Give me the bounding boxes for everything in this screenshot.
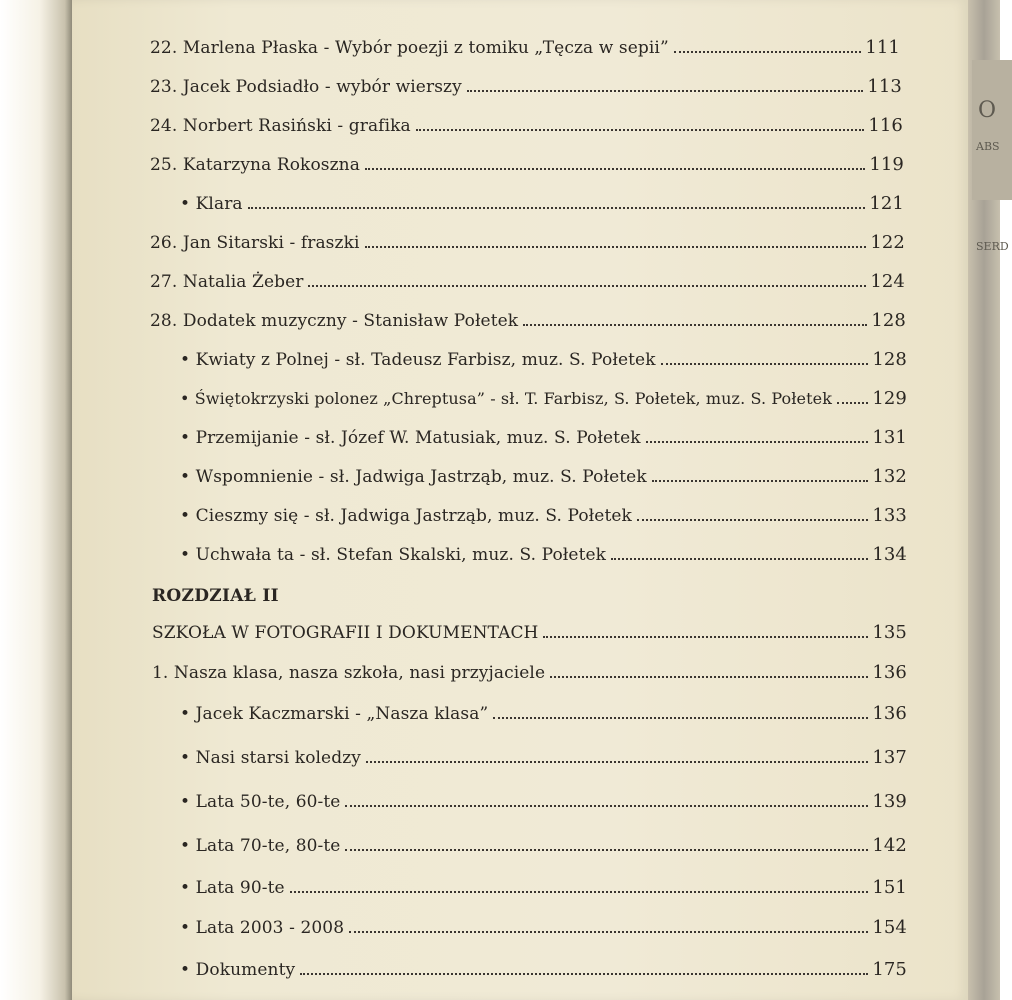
adjacent-page-text: ABS	[976, 140, 1000, 153]
toc-entry-page: 111	[865, 37, 900, 58]
toc-entry	[180, 459, 907, 487]
leader-dots	[550, 676, 868, 678]
toc-entry-page: 135	[872, 622, 907, 643]
leader-dots	[308, 285, 866, 287]
toc-entry-title: • Przemijanie - sł. Józef W. Matusiak, muz. S. Połetek	[180, 428, 641, 448]
leader-dots	[467, 90, 864, 92]
leader-dots	[365, 246, 867, 248]
toc-entry-page: 122	[870, 232, 905, 253]
leader-dots	[349, 931, 868, 933]
toc-entry-page: 128	[872, 349, 907, 370]
toc-entry	[150, 147, 904, 175]
toc-entry-title: • Uchwała ta - sł. Stefan Skalski, muz. S. Połetek	[180, 545, 607, 565]
adjacent-page-text: O	[978, 98, 997, 123]
toc-entry-page: 129	[872, 388, 907, 409]
toc-entry	[180, 828, 907, 856]
toc-entry-title: 24. Norbert Rasiński - grafika	[150, 116, 411, 136]
toc-entry-page: 137	[872, 747, 907, 768]
leader-dots	[837, 402, 868, 404]
toc-entry-title: SZKOŁA W FOTOGRAFII I DOKUMENTACH	[152, 623, 539, 643]
toc-entry-page: 134	[872, 544, 907, 565]
toc-entry	[180, 740, 907, 768]
toc-entry-page: 136	[872, 703, 907, 724]
toc-entry-title: • Dokumenty	[180, 960, 296, 980]
leader-dots	[646, 441, 869, 443]
toc-entry-title: 22. Marlena Płaska - Wybór poezji z tomiku „Tęcza w sepii”	[150, 38, 669, 58]
toc-entry	[150, 108, 903, 136]
toc-entry	[150, 69, 902, 97]
leader-dots	[523, 324, 867, 326]
toc-entry-page: 132	[872, 466, 907, 487]
leader-dots	[290, 891, 869, 893]
toc-entry	[180, 696, 907, 724]
toc-entry-page: 113	[867, 76, 902, 97]
toc-entry-title: • Nasi starsi koledzy	[180, 748, 361, 768]
leader-dots	[248, 207, 866, 209]
toc-entry-title: • Lata 2003 - 2008	[180, 918, 345, 938]
toc-entry-title: 26. Jan Sitarski - fraszki	[150, 233, 360, 253]
leader-dots	[365, 168, 865, 170]
toc-entry-page: 142	[872, 835, 907, 856]
toc-entry	[152, 655, 907, 683]
toc-entry	[180, 784, 907, 812]
toc-entry-title: • Lata 90-te	[180, 878, 285, 898]
toc-entry	[150, 225, 905, 253]
toc-entry	[180, 870, 907, 898]
leader-dots	[493, 717, 868, 719]
toc-entry-page: 139	[872, 791, 907, 812]
toc-entry	[152, 615, 907, 643]
leader-dots	[611, 558, 868, 560]
leader-dots	[661, 363, 869, 365]
leader-dots	[300, 973, 868, 975]
toc-entry-page: 119	[869, 154, 904, 175]
toc-entry-page: 154	[872, 917, 907, 938]
toc-entry-title: • Cieszmy się - sł. Jadwiga Jastrząb, muz. S. Połetek	[180, 506, 632, 526]
toc-entry	[180, 952, 907, 980]
toc-entry	[180, 381, 907, 409]
chapter-heading: ROZDZIAŁ II	[152, 586, 279, 606]
toc-entry-title: • Kwiaty z Polnej - sł. Tadeusz Farbisz, muz. S. Połetek	[180, 350, 656, 370]
toc-entry-page: 151	[872, 877, 907, 898]
toc-entry	[180, 420, 907, 448]
toc-entry	[150, 30, 900, 58]
leader-dots	[543, 636, 868, 638]
toc-entry-page: 121	[869, 193, 904, 214]
toc-entry	[150, 303, 906, 331]
toc-entry-page: 124	[870, 271, 905, 292]
toc-entry	[180, 342, 907, 370]
toc-entry-title: 1. Nasza klasa, nasza szkoła, nasi przyjaciele	[152, 663, 546, 683]
toc-entry-title: 25. Katarzyna Rokoszna	[150, 155, 360, 175]
toc-entry-title: 27. Natalia Żeber	[150, 272, 304, 292]
toc-entry-page: 116	[868, 115, 903, 136]
toc-entry-page: 128	[871, 310, 906, 331]
toc-entry-title: • Wspomnienie - sł. Jadwiga Jastrząb, muz. S. Połetek	[180, 467, 647, 487]
toc-entry-title: • Lata 70-te, 80-te	[180, 836, 341, 856]
leader-dots	[416, 129, 865, 131]
adjacent-page-text: SERD	[976, 240, 1009, 253]
toc-entry	[180, 910, 907, 938]
toc-entry	[180, 186, 904, 214]
toc-entry	[180, 537, 907, 565]
toc-entry-title: • Świętokrzyski polonez „Chreptusa” - sł. T. Farbisz, S. Połetek, muz. S. Połetek	[180, 389, 833, 408]
toc-entry-page: 175	[872, 959, 907, 980]
toc-entry-page: 131	[872, 427, 907, 448]
toc-entry	[150, 264, 905, 292]
toc-entry-title: • Lata 50-te, 60-te	[180, 792, 341, 812]
leader-dots	[652, 480, 869, 482]
toc-entry-page: 133	[872, 505, 907, 526]
leader-dots	[637, 519, 868, 521]
toc-entry-page: 136	[872, 662, 907, 683]
leader-dots	[674, 51, 862, 53]
leader-dots	[366, 761, 868, 763]
toc-entry-title: • Klara	[180, 194, 243, 214]
toc-entry	[180, 498, 907, 526]
toc-entry-title: 23. Jacek Podsiadło - wybór wierszy	[150, 77, 462, 97]
leader-dots	[345, 849, 868, 851]
toc-entry-title: 28. Dodatek muzyczny - Stanisław Połetek	[150, 311, 519, 331]
leader-dots	[345, 805, 868, 807]
toc-entry-title: • Jacek Kaczmarski - „Nasza klasa”	[180, 704, 489, 724]
